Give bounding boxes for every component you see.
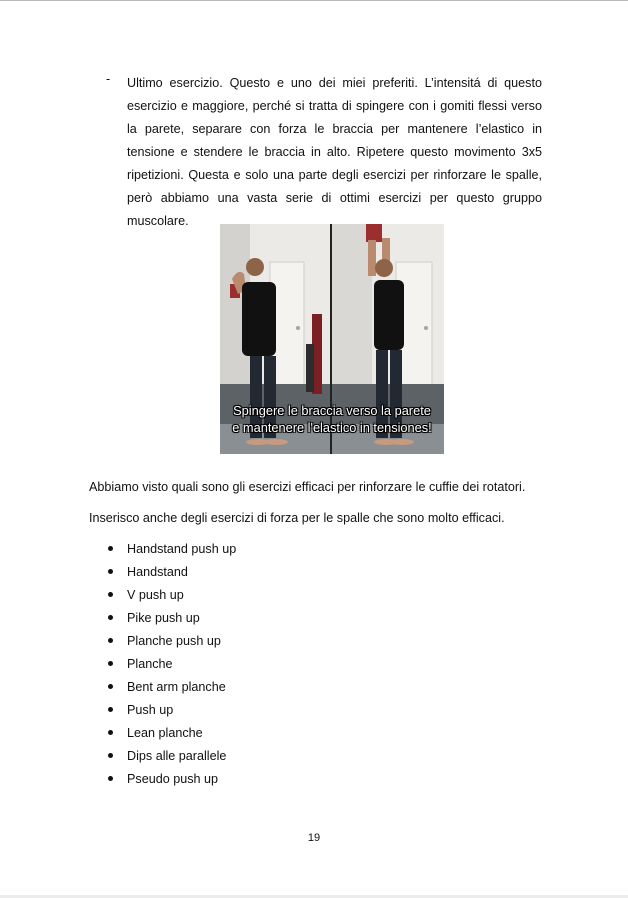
list-item: [106, 541, 236, 564]
list-item-label: Planche push up: [127, 634, 221, 648]
list-item: [106, 725, 236, 748]
summary-text: Abbiamo visto quali sono gli esercizi efficaci per rinforzare le cuffie dei rotatori.: [89, 480, 526, 494]
list-item: [106, 633, 236, 656]
list-item: [106, 771, 236, 794]
bullet-icon: [108, 592, 113, 597]
list-item: [106, 587, 236, 610]
list-item-label: Push up: [127, 703, 174, 717]
bullet-icon: [108, 753, 113, 758]
list-item-label: V push up: [127, 588, 184, 602]
list-item: [106, 702, 236, 725]
list-item-label: Handstand: [127, 565, 188, 579]
bullet-icon: [108, 638, 113, 643]
bullet-icon: [108, 546, 113, 551]
photo-caption-line-1: Spingere le braccia verso la parete: [233, 403, 431, 418]
bullet-icon: [108, 661, 113, 666]
list-item: [106, 748, 236, 771]
list-item: [106, 610, 236, 633]
list-item-label: Bent arm planche: [127, 680, 226, 694]
bullet-icon: [108, 707, 113, 712]
bullet-icon: [108, 776, 113, 781]
list-item-label: Handstand push up: [127, 542, 237, 556]
bullet-icon: [108, 615, 113, 620]
bullet-icon: [108, 730, 113, 735]
list-item-label: Pike push up: [127, 611, 200, 625]
list-item: [106, 656, 236, 679]
exercise-paragraph: Ultimo esercizio. Questo e uno dei miei preferiti. L’intensitá di questo esercizio e maggiore, perché si tratta di spingere con i gomiti flessi verso la parete, separare con forza le braccia per mantenere l’elastico in tensione e stendere le braccia in alto. Ripetere questo movimento 3x5 ripetizioni. Questa e solo una parte degli esercizi per rinforzare le spalle, però abbiamo una vasta serie di ottimi esercizi per questo gruppo muscolare.: [127, 76, 542, 228]
intro-text: Inserisco anche degli esercizi di forza per le spalle che sono molto efficaci.: [89, 511, 505, 525]
list-item-label: Pseudo push up: [127, 772, 219, 786]
photo-caption: [220, 402, 444, 436]
list-item-label: Lean planche: [127, 726, 203, 740]
page-top-edge: [0, 0, 628, 1]
exercise-photo: [220, 224, 444, 454]
list-item-label: Dips alle parallele: [127, 749, 227, 763]
bullet-icon: [108, 569, 113, 574]
list-item-label: Planche: [127, 657, 173, 671]
list-item: [106, 564, 236, 587]
exercise-list: [106, 541, 236, 794]
photo-caption-line-2: e mantenere l'elastico in tensiones!: [232, 420, 432, 435]
dash-marker: -: [106, 72, 111, 86]
page-number: 19: [307, 832, 321, 844]
bullet-icon: [108, 684, 113, 689]
list-item: [106, 679, 236, 702]
